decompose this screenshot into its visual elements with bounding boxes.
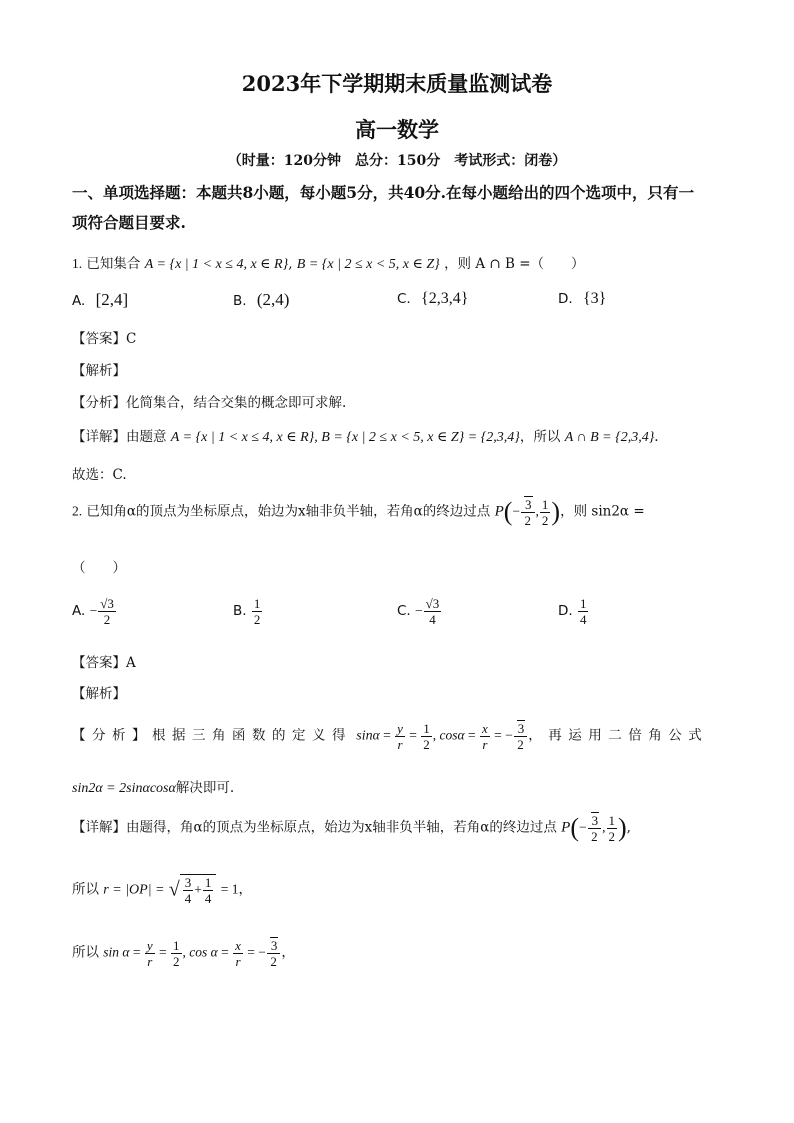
q2-option-c: C. − $\frac{√3}{4}$ xyxy=(397,596,440,627)
q1-analysis-label: 【解析】 xyxy=(72,363,126,379)
exam-title: 2023年下学期期末质量监测试卷 xyxy=(241,71,553,96)
q1-stem: 1. 已知集合 A = {x | 1 < x ≤ 4, x ∈ R}, B = {x | 2 ≤ x < 5, x ∈ Z} ，则 A ∩ B =（ ） xyxy=(72,256,585,272)
q2-option-a: A. − $\frac{√3}{2}$ xyxy=(72,596,114,627)
q1-option-c: C. {2,3,4} xyxy=(397,290,469,307)
q2-option-b: B. $\frac{1}{2}$ xyxy=(233,596,261,627)
exam-subject: 高一数学 xyxy=(355,117,439,142)
q1-option-b: B. (2,4) xyxy=(233,290,290,309)
section-heading: 一、单项选择题：本题共8小题，每小题5分，共40分.在每小题给出的四个选项中，只有一 项符合题目要求. xyxy=(72,183,695,232)
q1-detail: 【详解】由题意 A = {x | 1 < x ≤ 4, x ∈ R}, B = {x | 2 ≤ x < 5, x ∈ Z} = {2,3,4}，所以 A ∩ B = {2,3,4}. xyxy=(72,429,659,445)
q1-option-a: A. [2,4] xyxy=(72,290,129,309)
q2-paren: （ ） xyxy=(72,560,126,576)
q2-analysis-label: 【解析】 xyxy=(72,686,126,702)
q2-stem: 2. 已知角α的顶点为坐标原点，始边为x轴非负半轴，若角α的终边过点 P(− $\frac{3}{2}$ , $\frac{1}{2}$ )，则 sin2α = xyxy=(72,496,645,528)
q1-option-d: D. {3} xyxy=(558,290,607,307)
q1-fenxi: 【分析】化简集合，结合交集的概念即可求解. xyxy=(72,395,347,411)
q2-detail: 【详解】由题得，角α的顶点为坐标原点，始边为x轴非负半轴，若角α的终边过点 P(− $\frac{3}{2}$ , $\frac{1}{2}$ ), xyxy=(72,812,631,844)
q2-fenxi: 【分析】根据三角函数的定义得 sinα = $\frac{y}{r}$ = $\frac{1}{2}$ , cosα = $\frac{x}{r}$ = − $\frac{3}{2}$ ，再运用二倍角公式 xyxy=(72,720,709,752)
q2-fenxi-formula: sin2α = 2sinαcosα解决即可. xyxy=(72,780,235,796)
q1-answer: 【答案】C xyxy=(72,331,137,347)
q2-point-y: $\frac{1}{2}$ xyxy=(541,496,549,528)
q1-choose: 故选：C. xyxy=(72,467,127,483)
q2-r-line: 所以 r = |OP| = √ $\frac{3}{4}$ + $\frac{1}{4}$ = 1， xyxy=(72,875,252,906)
exam-info: （时量：120分钟 总分：150分 考试形式：闭卷） xyxy=(227,153,567,169)
q2-answer: 【答案】A xyxy=(72,655,136,671)
q2-point-x: $\frac{3}{2}$ xyxy=(521,496,535,528)
q2-option-d: D. $\frac{1}{4}$ xyxy=(558,596,587,627)
q2-sin-cos-line: 所以 sin α = $\frac{y}{r}$ = $\frac{1}{2}$ , cos α = $\frac{x}{r}$ = − $\frac{3}{2}$ ， xyxy=(72,937,295,969)
